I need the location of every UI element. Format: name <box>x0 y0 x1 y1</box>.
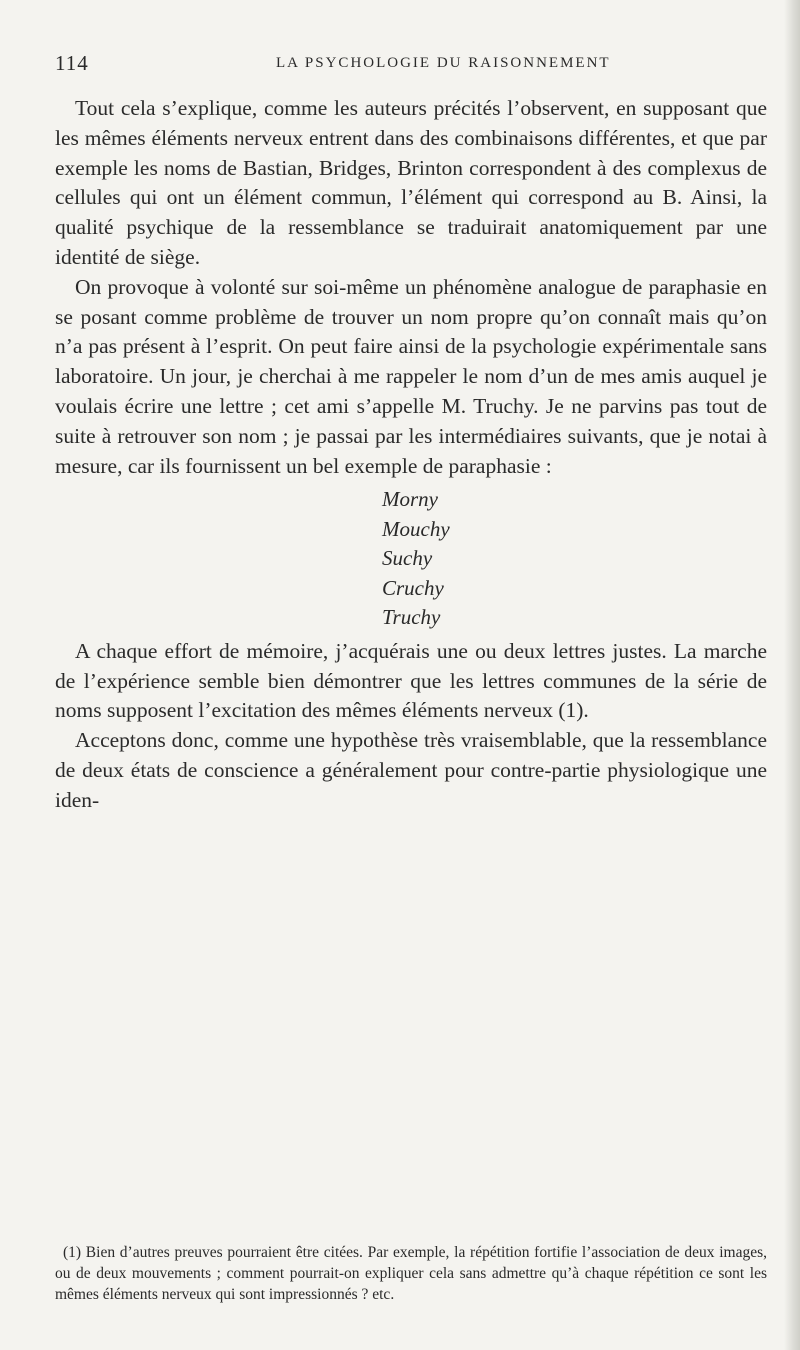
paragraph: On provoque à volonté sur soi-même un phénomène analogue de paraphasie en se posant comme problème de trouver un nom propre qu’on connaît mais qu’on n’a pas présent à l’esprit. On peut faire ainsi de la psychologie expérimentale sans laboratoire. Un jour, je cherchai à me rappeler le nom d’un de mes amis auquel je voulais écrire une lettre ; cet ami s’appelle M. Truchy. Je ne parvins pas tout de suite à retrouver son nom ; je passai par les intermédiaires suivants, que je notai à mesure, car ils fournissent un bel exemple de paraphasie : <box>55 274 767 478</box>
name-list-item: Suchy <box>382 546 433 571</box>
name-list-item: Morny <box>382 487 438 512</box>
name-list-item: Cruchy <box>382 575 444 600</box>
paragraph: Acceptons donc, comme une hypothèse très vraisemblable, que la ressemblance de deux états de conscience a généralement pour contre-partie physiologique une iden- <box>55 728 767 812</box>
paragraph: Tout cela s’explique, comme les auteurs précités l’observent, en supposant que les mêmes éléments nerveux entrent dans des combinaisons différentes, et que par exemple les noms de Bastian, Bridges, Brinton correspondent à des complexus de cellules qui ont un élément commun, l’élément qui correspond au B. Ainsi, la qualité psychique de la ressemblance se traduirait anatomiquement par une identité de siège. <box>55 96 767 269</box>
page-edge-shadow <box>784 0 800 1350</box>
page-number: 114 <box>55 51 89 75</box>
body-text <box>55 94 767 816</box>
name-list-item: Truchy <box>382 605 441 630</box>
footnote <box>55 1242 767 1305</box>
name-list-item: Mouchy <box>382 516 450 541</box>
running-title: LA PSYCHOLOGIE DU RAISONNEMENT <box>276 55 611 71</box>
paragraph: A chaque effort de mémoire, j’acquérais une ou deux lettres justes. La marche de l’expérience semble bien démontrer que les lettres communes de la série de noms supposent l’excitation des mêmes éléments nerveux (1). <box>55 638 767 723</box>
page-header <box>55 51 755 81</box>
name-list <box>55 485 767 633</box>
footnote-text: (1) Bien d’autres preuves pourraient être citées. Par exemple, la répétition fortifie l’association de deux images, ou de deux mouvements ; comment pourrait-on expliquer cela sans admettre qu’à chaque répétition ce sont les mêmes éléments nerveux qui sont impressionnés ? etc. <box>55 1244 767 1303</box>
